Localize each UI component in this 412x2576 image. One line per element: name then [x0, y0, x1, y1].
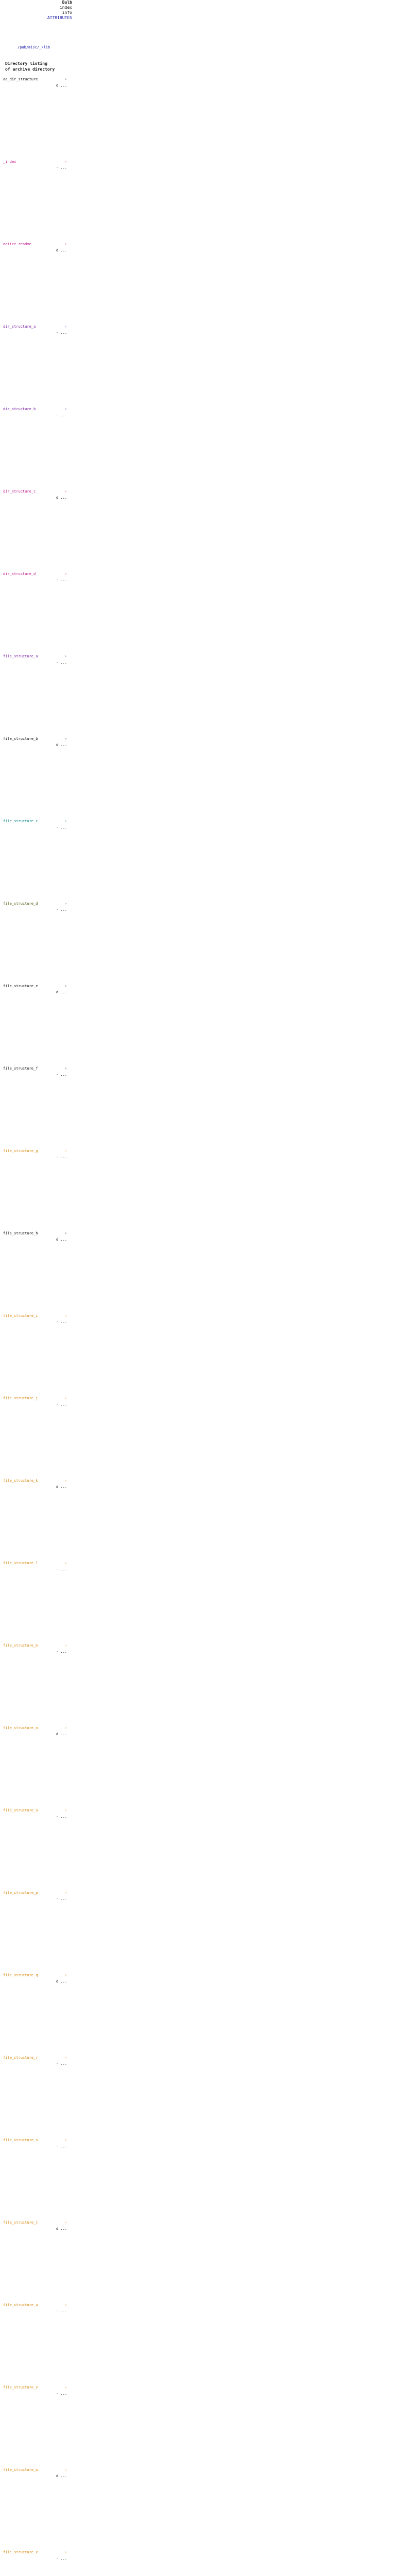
file-meta: - ... — [56, 2144, 67, 2148]
file-meta: d ... — [56, 1732, 67, 1736]
list-item — [3, 1396, 67, 1407]
file-link[interactable]: dir_structure_b — [3, 407, 36, 411]
list-item — [3, 1726, 67, 1737]
file-meta: - ... — [56, 2309, 67, 2313]
file-meta: - ... — [56, 413, 67, 417]
chevron-right-icon: › — [64, 1561, 67, 1565]
file-meta: - ... — [56, 1073, 67, 1077]
list-item — [3, 2138, 67, 2149]
list-item — [3, 2303, 67, 2314]
file-link[interactable]: file_structure_i — [3, 1314, 38, 1318]
file-link[interactable]: file_structure_u — [3, 2303, 38, 2307]
chevron-right-icon: › — [64, 160, 67, 164]
list-item — [3, 654, 67, 665]
chevron-right-icon: › — [64, 1891, 67, 1895]
file-meta: - ... — [56, 2392, 67, 2396]
header-line-info: info — [62, 10, 72, 15]
file-link[interactable]: file_structure_x — [3, 2550, 38, 2554]
chevron-right-icon: › — [64, 242, 67, 246]
file-meta: d ... — [56, 83, 67, 88]
file-meta: d ... — [56, 743, 67, 747]
file-link[interactable]: file_structure_c — [3, 819, 38, 823]
list-item — [3, 2550, 67, 2561]
chevron-right-icon: › — [64, 77, 67, 81]
list-item — [3, 819, 67, 830]
file-meta: - ... — [56, 166, 67, 170]
list-item — [3, 2385, 67, 2396]
file-meta: - ... — [56, 331, 67, 335]
file-meta: - ... — [56, 825, 67, 829]
file-meta: - ... — [56, 578, 67, 582]
file-link[interactable]: file_structure_m — [3, 1643, 38, 1648]
list-item — [3, 1561, 67, 1572]
file-link[interactable]: notice_readme — [3, 242, 31, 246]
file-link[interactable]: file_structure_h — [3, 1231, 38, 1235]
file-meta: - ... — [56, 1897, 67, 1901]
file-link[interactable]: file_structure_s — [3, 2138, 38, 2142]
file-meta: - ... — [56, 1567, 67, 1571]
chevron-right-icon: › — [64, 1808, 67, 1812]
list-item — [3, 1066, 67, 1077]
file-meta: - ... — [56, 2062, 67, 2066]
file-meta: - ... — [56, 1815, 67, 1819]
file-meta: - ... — [56, 1650, 67, 1654]
header-title: Bulb — [62, 0, 72, 5]
list-item — [3, 242, 67, 253]
list-item — [3, 160, 67, 171]
file-link[interactable]: _index — [3, 160, 16, 164]
chevron-right-icon: › — [64, 407, 67, 411]
file-link[interactable]: dir_structure_a — [3, 325, 36, 329]
chevron-right-icon: › — [64, 2221, 67, 2225]
chevron-right-icon: › — [64, 1231, 67, 1235]
list-item — [3, 1973, 67, 1984]
list-item — [3, 1643, 67, 1654]
list-item — [3, 1149, 67, 1160]
chevron-right-icon: › — [64, 984, 67, 988]
file-link[interactable]: file_structure_v — [3, 2385, 38, 2389]
file-meta: - ... — [56, 660, 67, 665]
list-item — [3, 572, 67, 583]
file-link[interactable]: file_structure_p — [3, 1891, 38, 1895]
file-meta: - ... — [56, 1320, 67, 1324]
file-link[interactable]: file_structure_f — [3, 1066, 38, 1071]
list-item — [3, 1808, 67, 1819]
list-item — [3, 1479, 67, 1489]
chevron-right-icon: › — [64, 1726, 67, 1730]
chevron-right-icon: › — [64, 572, 67, 576]
list-item — [3, 984, 67, 995]
section-subheading: of archive directory — [5, 67, 55, 72]
directory-path-link[interactable]: /pub/misc/_/lib — [18, 45, 50, 49]
chevron-right-icon: › — [64, 2468, 67, 2472]
list-item — [3, 902, 67, 912]
file-link[interactable]: dir_structure_c — [3, 489, 36, 494]
chevron-right-icon: › — [64, 489, 67, 494]
file-meta: d ... — [56, 2227, 67, 2231]
chevron-right-icon: › — [64, 654, 67, 658]
file-meta: - ... — [56, 1402, 67, 1406]
file-link[interactable]: file_structure_d — [3, 902, 38, 906]
chevron-right-icon: › — [64, 2385, 67, 2389]
file-meta: - ... — [56, 1155, 67, 1159]
file-meta: d ... — [56, 1979, 67, 1984]
chevron-right-icon: › — [64, 1066, 67, 1071]
file-meta: - ... — [56, 2556, 67, 2561]
chevron-right-icon: › — [64, 1973, 67, 1977]
chevron-right-icon: › — [64, 2056, 67, 2060]
chevron-right-icon: › — [64, 1479, 67, 1483]
file-link[interactable]: file_structure_t — [3, 2221, 38, 2225]
file-meta: d ... — [56, 2474, 67, 2478]
file-link[interactable]: file_structure_e — [3, 984, 38, 988]
chevron-right-icon: › — [64, 737, 67, 741]
list-item — [3, 2221, 67, 2231]
list-item — [3, 1891, 67, 1902]
listing-section-header — [5, 61, 67, 72]
file-link[interactable]: file_structure_r — [3, 2056, 38, 2060]
list-item — [3, 77, 67, 88]
chevron-right-icon: › — [64, 1643, 67, 1648]
list-item — [3, 1231, 67, 1242]
file-link[interactable]: aa_dir_structure — [3, 77, 38, 81]
file-meta: d ... — [56, 990, 67, 994]
header-attributes-link[interactable]: ATTRIBUTES — [47, 15, 72, 20]
list-item — [3, 407, 67, 418]
file-link[interactable]: file_structure_q — [3, 1973, 38, 1977]
section-heading: Directory listing — [5, 61, 47, 66]
list-item — [3, 2056, 67, 2066]
file-link[interactable]: file_structure_j — [3, 1396, 38, 1400]
file-link[interactable]: file_structure_l — [3, 1561, 38, 1565]
chevron-right-icon: › — [64, 325, 67, 329]
file-link[interactable]: file_structure_k — [3, 1479, 38, 1483]
file-link[interactable]: file_structure_o — [3, 1808, 38, 1812]
chevron-right-icon: › — [64, 1396, 67, 1400]
file-meta: d ... — [56, 1485, 67, 1489]
chevron-right-icon: › — [64, 2550, 67, 2554]
list-item — [3, 737, 67, 748]
header-line-index: index — [59, 5, 72, 10]
file-link[interactable]: file_structure_n — [3, 1726, 38, 1730]
file-meta: - ... — [56, 908, 67, 912]
chevron-right-icon: › — [64, 2138, 67, 2142]
chevron-right-icon: › — [64, 1314, 67, 1318]
chevron-right-icon: › — [64, 819, 67, 823]
file-link[interactable]: file_structure_g — [3, 1149, 38, 1153]
list-item — [3, 1314, 67, 1325]
chevron-right-icon: › — [64, 2303, 67, 2307]
list-item — [3, 325, 67, 335]
file-meta: d ... — [56, 1238, 67, 1242]
file-link[interactable]: dir_structure_d — [3, 572, 36, 576]
list-item — [3, 489, 67, 500]
file-link[interactable]: file_structure_b — [3, 737, 38, 741]
file-meta: d ... — [56, 248, 67, 252]
file-link[interactable]: file_structure_w — [3, 2468, 38, 2472]
chevron-right-icon: › — [64, 1149, 67, 1153]
file-meta: d ... — [56, 496, 67, 500]
file-link[interactable]: file_structure_a — [3, 654, 38, 658]
list-item — [3, 2468, 67, 2479]
chevron-right-icon: › — [64, 902, 67, 906]
